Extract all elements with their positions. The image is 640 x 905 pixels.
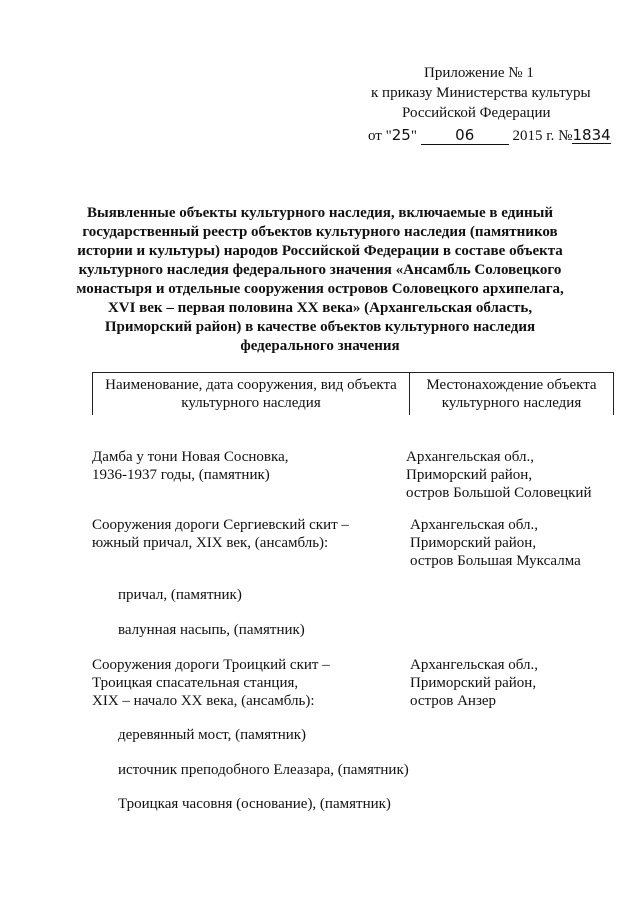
entry-subitem: причал, (памятник) (118, 587, 242, 603)
entry-location-line: остров Большая Муксалма (410, 553, 581, 569)
entry-name-line: 1936-1937 годы, (памятник) (92, 467, 270, 483)
document-title (0, 204, 640, 356)
entry-name (92, 516, 349, 552)
entry-location-line: Архангельская обл., (406, 449, 535, 465)
appendix-number: Приложение № 1 (424, 65, 534, 81)
entry-location-line: Приморский район, (410, 675, 537, 691)
title-line: монастыря и отдельные сооружения островов Соловецкого архипелага, (76, 281, 564, 297)
appendix-date-line (368, 126, 611, 145)
title-line: государственный реестр объектов культурного наследия (памятников (82, 224, 558, 240)
entry-subitem: деревянный мост, (памятник) (118, 727, 307, 743)
date-prefix: от " (368, 128, 392, 144)
date-month-field (421, 127, 509, 145)
appendix-ministry-line: Российской Федерации (402, 105, 551, 121)
header-col-location-line2: культурного наследия (441, 395, 582, 411)
entry-name-line: Троицкая спасательная станция, (92, 675, 299, 691)
entry-name (92, 656, 330, 710)
header-col-location-line1: Местонахождение объекта (426, 377, 597, 393)
entry-location-line: Приморский район, (410, 535, 537, 551)
date-year: 2015 г. № (512, 128, 573, 144)
title-line: истории и культуры) народов Российской Федерации в составе объекта (77, 243, 563, 259)
entry-location-line: остров Большой Соловецкий (406, 485, 592, 501)
entry-subitem: валунная насыпь, (памятник) (118, 622, 305, 638)
header-col-name-line2: культурного наследия (181, 395, 321, 411)
date-quote: " (410, 128, 417, 144)
entry-name-line: южный причал, XIX век, (ансамбль): (92, 535, 329, 551)
entry-name-line: Сооружения дороги Сергиевский скит – (92, 517, 349, 533)
header-col-name-line1: Наименование, дата сооружения, вид объекта (105, 377, 397, 393)
order-number: 1834 (572, 126, 611, 144)
title-line: федерального значения (240, 338, 400, 354)
table-header (92, 372, 614, 415)
entry-name-line: Сооружения дороги Троицкий скит – (92, 657, 330, 673)
title-line: культурного наследия федерального значения «Ансамбль Соловецкого (78, 262, 562, 278)
entry-name-line: Дамба у тони Новая Сосновка, (92, 449, 289, 465)
date-month: 06 (455, 126, 475, 144)
entry-location (410, 516, 581, 570)
title-line: Выявленные объекты культурного наследия, включаемые в единый (87, 205, 553, 221)
title-line: XVI век – первая половина XX века» (Архангельская область, (107, 300, 533, 316)
title-line: Приморский район) в качестве объектов культурного наследия (104, 319, 536, 335)
entry-name (92, 448, 288, 484)
entry-location-line: Приморский район, (406, 467, 533, 483)
entry-location-line: остров Анзер (410, 693, 497, 709)
entry-location (410, 656, 538, 710)
entry-location-line: Архангельская обл., (410, 657, 539, 673)
entry-subitem: источник преподобного Елеазара, (памятник) (118, 762, 409, 778)
entry-location (406, 448, 592, 502)
header-col-location (410, 373, 613, 415)
appendix-order-line: к приказу Министерства культуры (371, 85, 591, 101)
entry-name-line: XIX – начало XX века, (ансамбль): (92, 693, 315, 709)
header-col-name (93, 373, 409, 415)
entry-location-line: Архангельская обл., (410, 517, 539, 533)
entry-subitem: Троицкая часовня (основание), (памятник) (118, 796, 391, 812)
date-day: 25 (391, 126, 411, 144)
